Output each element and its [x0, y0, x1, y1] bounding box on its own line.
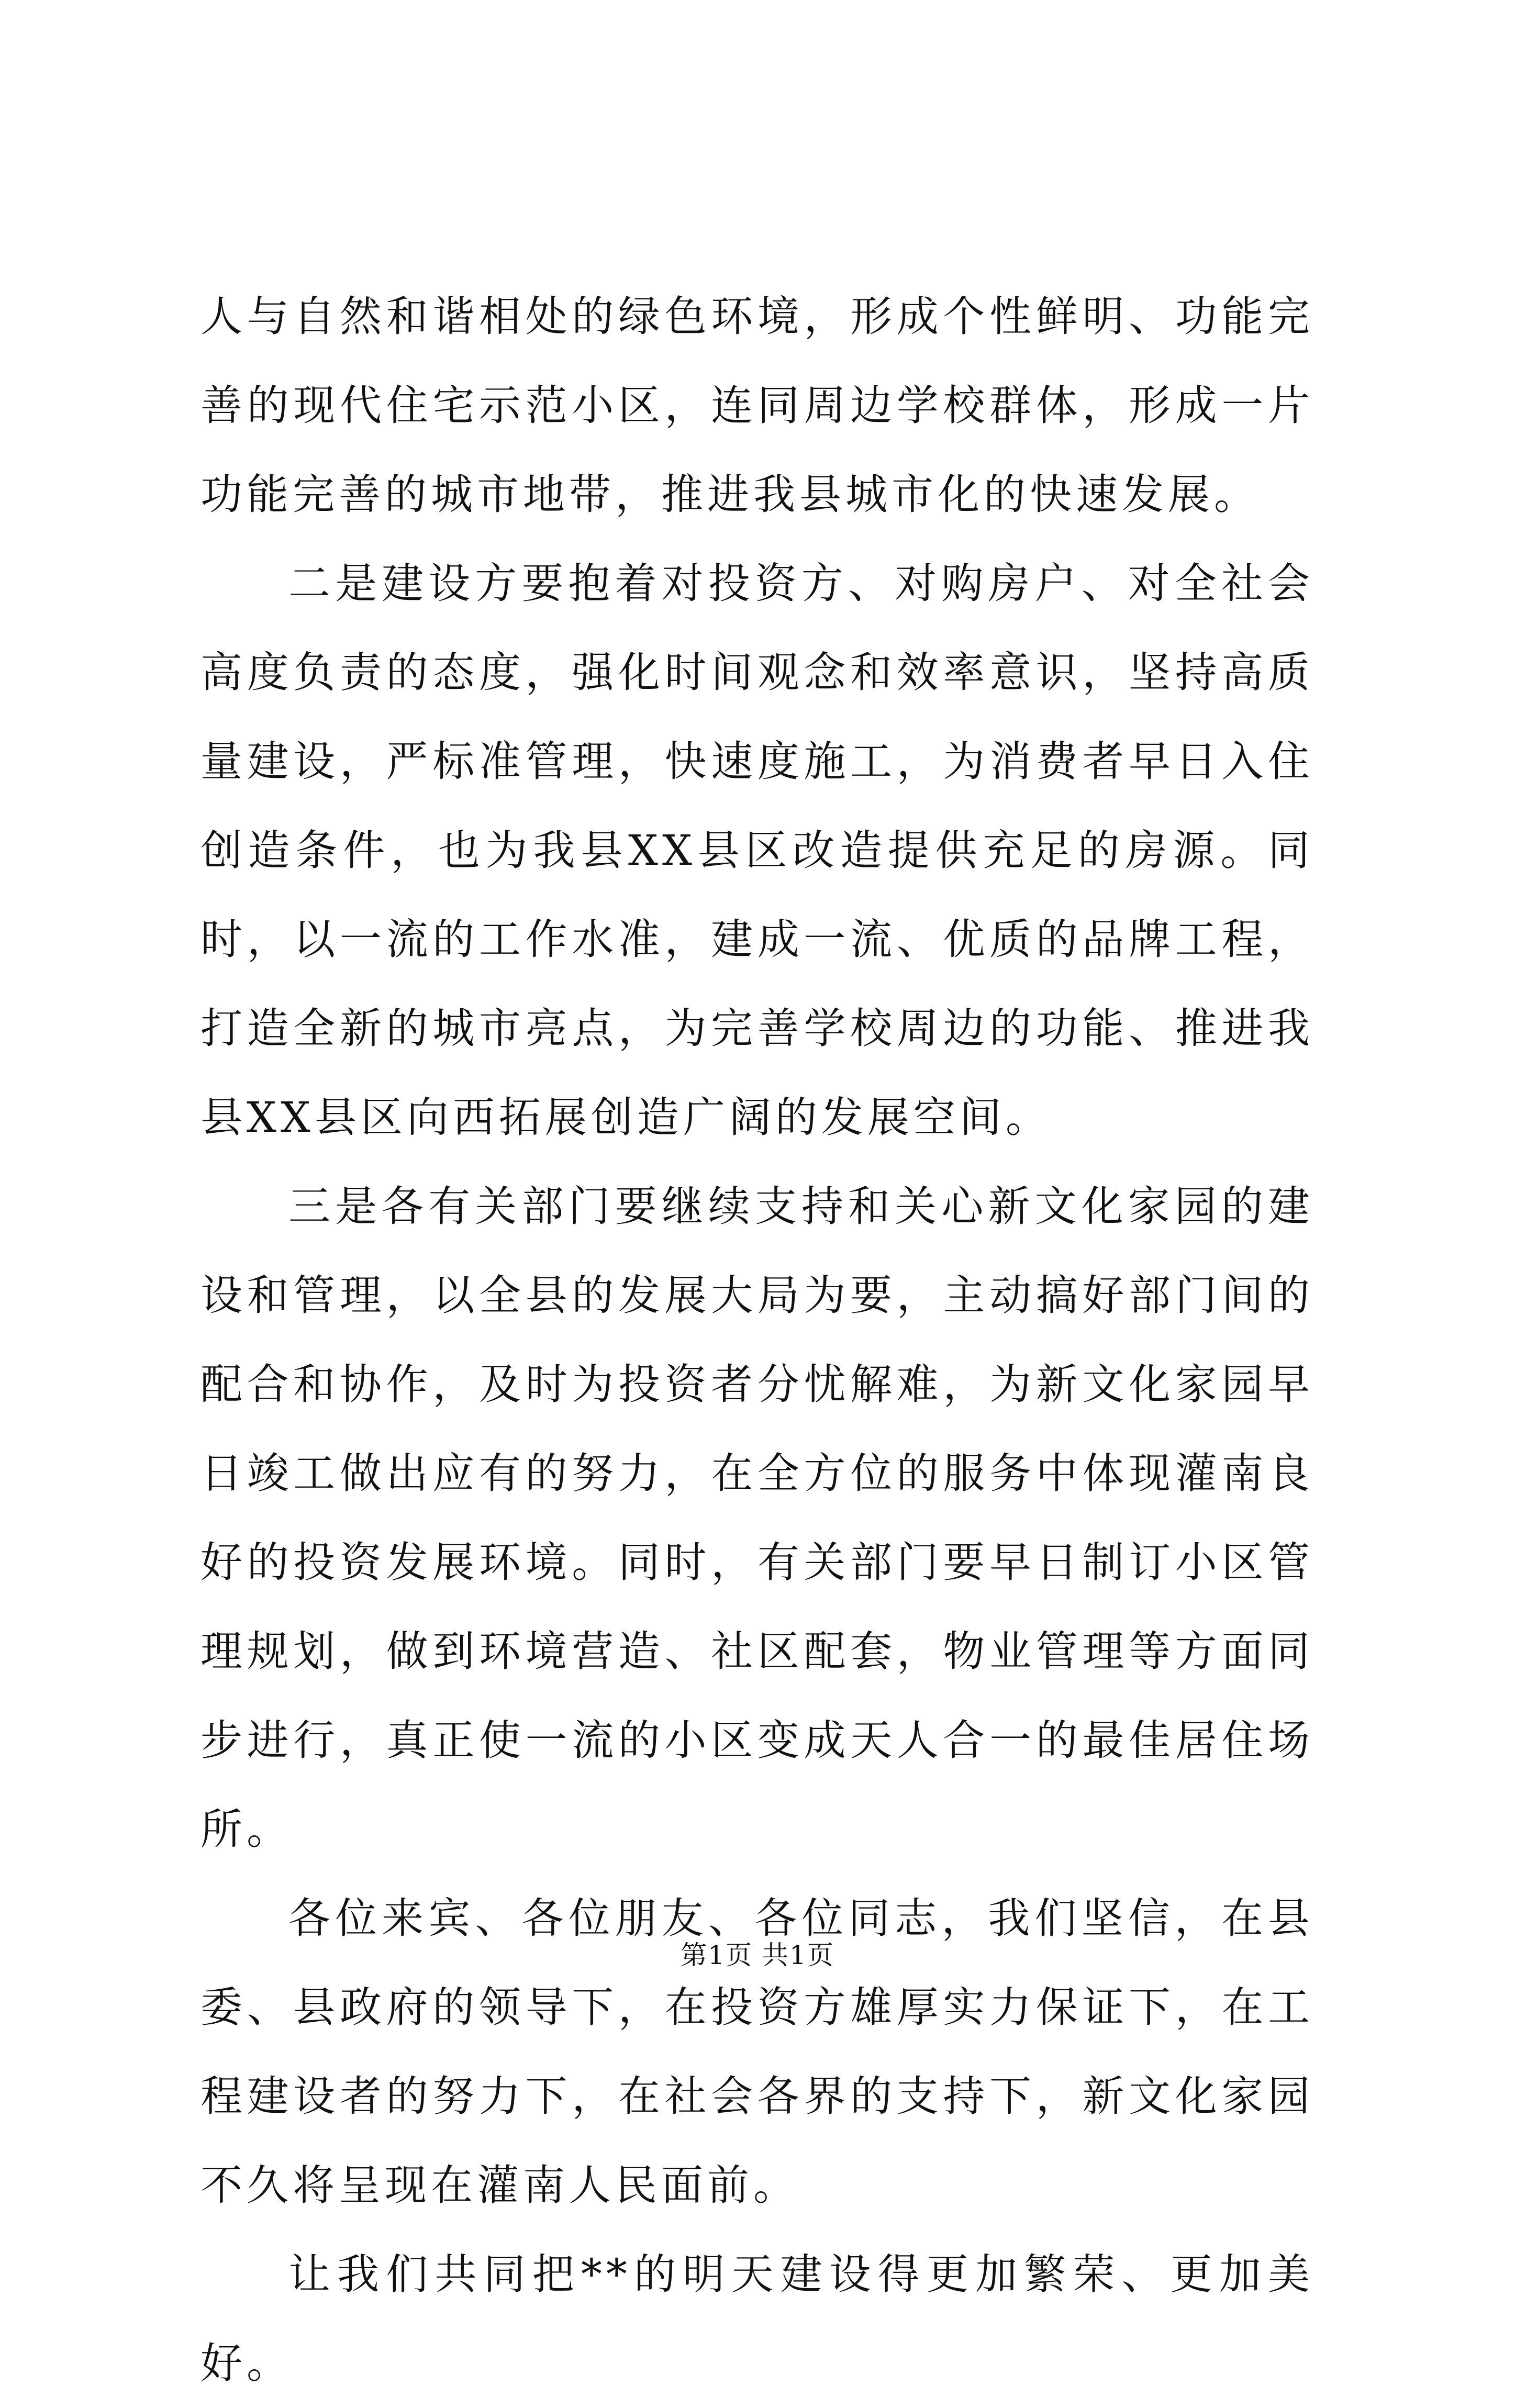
- paragraph-2: 二是建设方要抱着对投资方、对购房户、对全社会高度负责的态度，强化时间观念和效率意识，坚持高质量建设，严标准管理，快速度施工，为消费者早日入住创造条件，也为我县XX县区改造提供充足的房源。同时，以一流的工作水准，建成一流、优质的品牌工程，打造全新的城市亮点，为完善学校周边的功能、推进我县XX县区向西拓展创造广阔的发展空间。: [200, 559, 1314, 1142]
- document-body: [200, 272, 1314, 2408]
- paragraph-3: 三是各有关部门要继续支持和关心新文化家园的建设和管理，以全县的发展大局为要，主动搞好部门间的配合和协作，及时为投资者分忧解难，为新文化家园早日竣工做出应有的努力，在全方位的服务中体现灌南良好的投资发展环境。同时，有关部门要早日制订小区管理规划，做到环境营造、社区配套，物业管理等方面同步进行，真正使一流的小区变成天人合一的最佳居住场所。: [200, 1182, 1314, 1854]
- paragraph-4: 各位来宾、各位朋友、各位同志，我们坚信，在县委、县政府的领导下，在投资方雄厚实力保证下，在工程建设者的努力下，在社会各界的支持下，新文化家园不久将呈现在灌南人民面前。: [200, 1894, 1314, 2210]
- page-footer: 第1页 共1页: [681, 1940, 834, 1970]
- paragraph-5: 让我们共同把**的明天建设得更加繁荣、更加美好。: [200, 2250, 1314, 2388]
- paragraph-1: 人与自然和谐相处的绿色环境，形成个性鲜明、功能完善的现代住宅示范小区，连同周边学校群体，形成一片功能完善的城市地带，推进我县城市化的快速发展。: [200, 292, 1314, 519]
